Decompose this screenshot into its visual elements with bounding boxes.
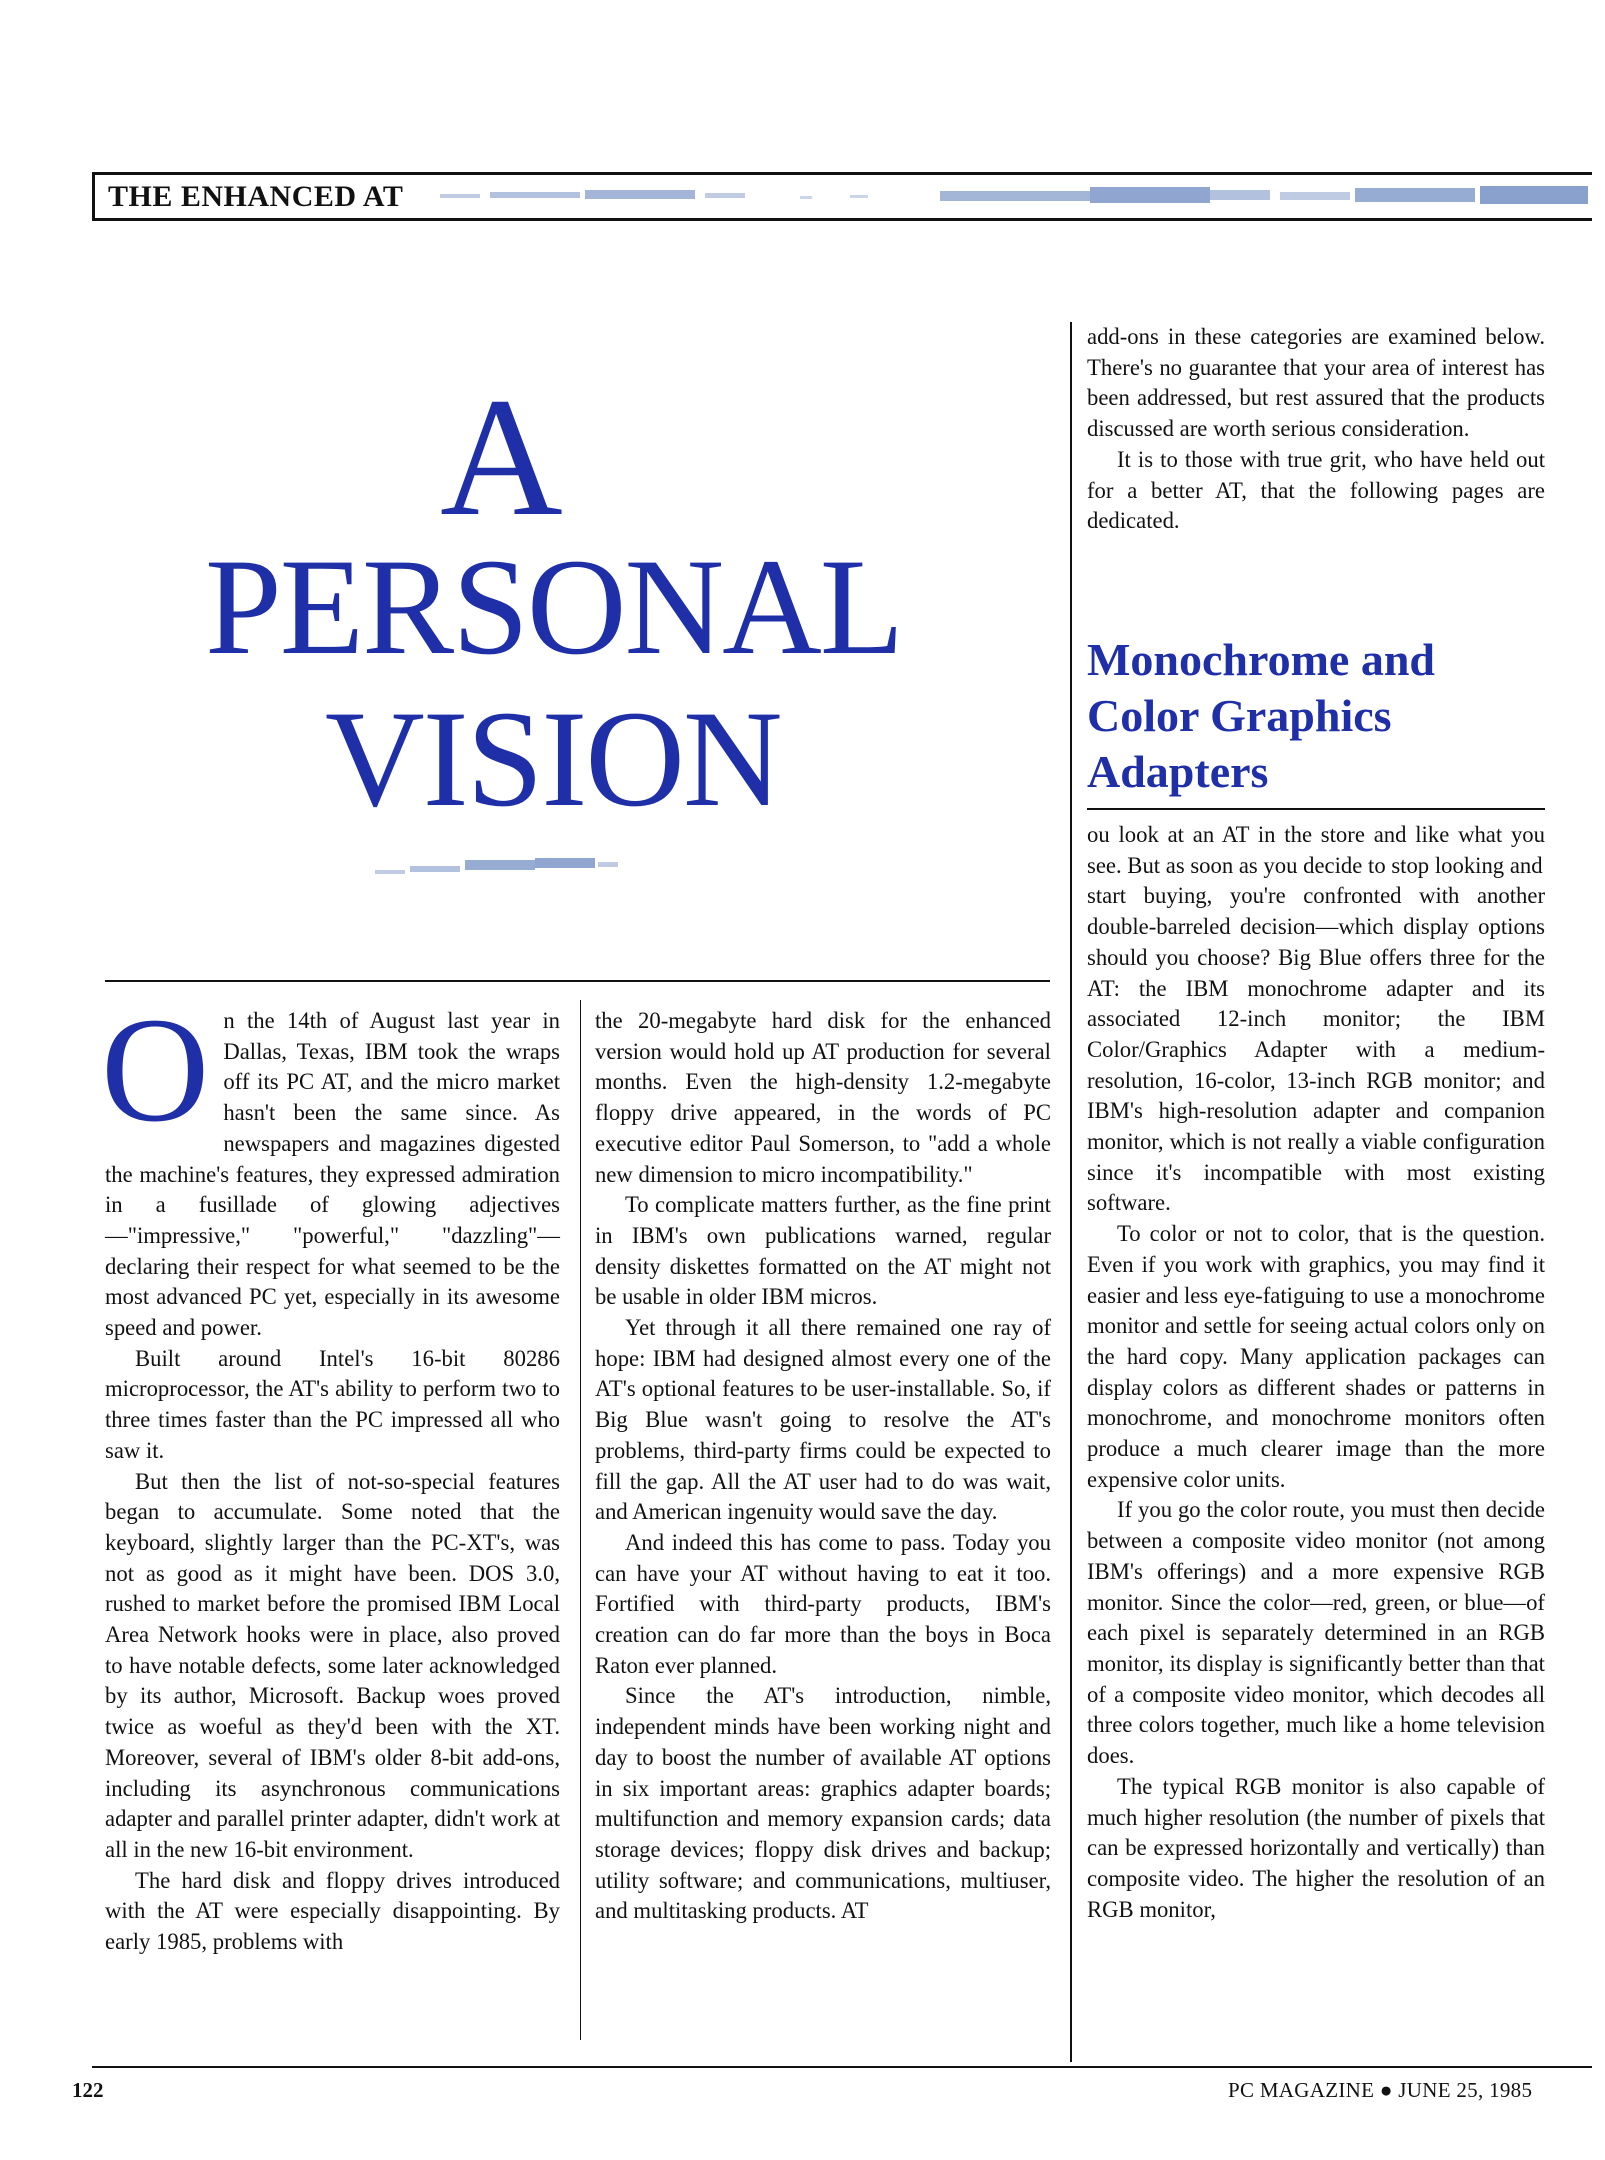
title-flourish-decoration — [370, 848, 630, 884]
header-rule-top — [92, 172, 1592, 175]
article-lead-paragraph: ou look at an AT in the store and like what you see. But as soon as you decide to stop looking and — [1087, 822, 1545, 878]
article-paragraph: n the 14th of August last year in Dallas, Texas, IBM took the wraps off its PC AT, and the micro market hasn't been the same since. As newspapers and magazines digested the machine's features, they expressed admiration in a fusillade of glowing adjectives—"impressive," "powerful," "dazzling"—declaring their respect for what seemed to be the most advanced PC yet, especially in its awesome speed and power. — [105, 1008, 560, 1341]
header-texture-decoration — [420, 182, 1588, 208]
article-paragraph: And indeed this has come to pass. Today you can have your AT without having to eat it too. Fortified with third-party products, IBM's creation can do far more than the boys in Boca Raton ever planned. — [595, 1529, 1051, 1678]
magazine-issue: PC MAGAZINE ● JUNE 25, 1985 — [1228, 2078, 1533, 2102]
article-paragraph: If you go the color route, you must then decide between a composite video monitor (not among IBM's offerings) and a more expensive RGB monitor. Since the color—red, green, or blue—of each pixel is separately determined in an RGB monitor, its display is significantly better than that of a composite video monitor, which decodes all three colors together, much like a home television does. — [1087, 1497, 1545, 1769]
article-paragraph: The hard disk and floppy drives introduced with the AT were especially disappointing. By early 1985, problems with — [105, 1867, 560, 1955]
subheading-rule — [1087, 808, 1545, 810]
article-column-3-top — [1087, 322, 1545, 537]
section-subheading: Monochrome and Color Graphics Adapters — [1087, 634, 1435, 797]
article-column-1 — [101, 987, 560, 1958]
article-paragraph: Built around Intel's 16-bit 80286 microprocessor, the AT's ability to perform two to three times faster than the PC impressed all who saw it. — [105, 1345, 560, 1463]
article-paragraph: To complicate matters further, as the fine print in IBM's own publications warned, regular density diskettes formatted on the AT might not be usable in older IBM micros. — [595, 1192, 1051, 1310]
article-column-3-bottom — [1087, 820, 1545, 1925]
article-paragraph: the 20-megabyte hard disk for the enhanced version would hold up AT production for several months. Even the high-density 1.2-megabyte floppy drive appeared, in the words of PC executive editor Paul Somerson, to "add a whole new dimension to micro incompatibility." — [595, 1008, 1051, 1187]
article-paragraph: start buying, you're confronted with another double-barreled decision—which display options should you choose? Big Blue offers three for the AT: the IBM monochrome adapter and its associated 12-inch monitor; the IBM Color/Graphics Adapter with a medium-resolution, 16-color, 13-inch RGB monitor; and IBM's high-resolution adapter and companion monitor, which is not really a viable configuration since it's incompatible with most existing software. — [1087, 883, 1545, 1216]
article-title-line3: VISION — [325, 682, 781, 835]
page-number: 122 — [72, 2078, 104, 2102]
article-paragraph: Since the AT's introduction, nimble, independent minds have been working night and day to boost the number of available AT options in six important areas: graphics adapter boards; multifunction and memory expansion cards; data storage devices; floppy disk drives and backup; utility software; and communications, multiuser, and multitasking products. AT — [595, 1683, 1051, 1924]
article-title-line2: PERSONAL — [205, 530, 903, 683]
article-column-2 — [595, 1006, 1051, 1927]
column-separator-rule — [1070, 322, 1072, 2062]
article-paragraph: But then the list of not-so-special features began to accumulate. Some noted that the keyboard, slightly larger than the PC-XT's, was not as good as it might have been. DOS 3.0, rushed to market before the promised IBM Local Area Network hooks were in place, also proved to have notable defects, some later acknowledged by its author, Microsoft. Backup woes proved twice as woeful as they'd been with the XT. Moreover, several of IBM's older 8-bit add-ons, including its asynchronous communications adapter and parallel printer adapter, didn't work at all in the new 16-bit environment. — [105, 1468, 560, 1862]
header-rule-left — [92, 172, 95, 220]
header-rule-bottom — [92, 218, 1592, 221]
article-paragraph: It is to those with true grit, who have held out for a better AT, that the following pages are dedicated. — [1087, 446, 1545, 534]
article-paragraph: The typical RGB monitor is also capable of much higher resolution (the number of pixels that can be expressed horizontally and vertically) than composite video. The higher the resolution of an RGB monitor, — [1087, 1773, 1545, 1922]
article-paragraph: To color or not to color, that is the question. Even if you work with graphics, you may find it easier and less eye-fatiguing to use a monochrome monitor and settle for seeing actual colors only on the hard copy. Many application packages can display colors as different shades or patterns in monochrome, and monochrome monitors often produce a much clearer image than the more expensive color units. — [1087, 1221, 1546, 1492]
title-divider-rule — [105, 980, 1050, 982]
drop-cap: O — [101, 987, 210, 1153]
footer-rule — [92, 2066, 1592, 2068]
article-paragraph: Yet through it all there remained one ray of hope: IBM had designed almost every one of the AT's optional features to be user-installable. So, if Big Blue wasn't going to resolve the AT's problems, third-party firms could be expected to fill the gap. All the AT user had to do was wait, and American ingenuity would save the day. — [595, 1315, 1051, 1525]
article-paragraph: add-ons in these categories are examined below. There's no guarantee that your area of interest has been addressed, but rest assured that the products discussed are worth serious consideration. — [1087, 324, 1545, 442]
article-title-line1: A — [440, 363, 563, 551]
section-label: THE ENHANCED AT — [108, 180, 404, 213]
column-separator-rule-left — [580, 1000, 581, 2040]
